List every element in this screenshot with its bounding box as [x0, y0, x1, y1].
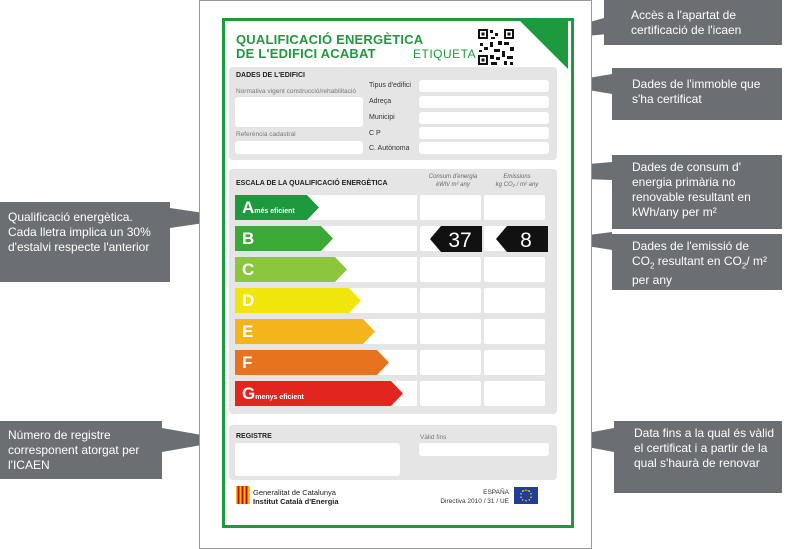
- grade-letter: E: [242, 322, 254, 341]
- consum-header-line1: Consum d'energia: [428, 174, 478, 180]
- emissions-value-tag: [496, 226, 548, 252]
- grade-label-d: [235, 288, 254, 314]
- consum-cell-d: [420, 288, 481, 313]
- field-label-tipus: Tipus d'edifici: [369, 82, 411, 89]
- consum-header-line2: kWh/ m² any: [436, 182, 470, 188]
- consum-cell-f: [420, 350, 481, 375]
- grade-arrow-shape-e: [235, 319, 375, 344]
- field-autonoma[interactable]: [419, 142, 549, 154]
- callout-registre: Número de registre corresponent atorgat per l'ICAEN: [0, 421, 162, 479]
- registre-field[interactable]: [235, 443, 400, 476]
- generalitat-text: [253, 488, 339, 506]
- consum-cell-c: [420, 257, 481, 282]
- emissio-text-3: 2: [650, 261, 655, 271]
- generalitat-line2: Institut Català d'Energia: [253, 497, 339, 506]
- generalitat-logo-icon: [236, 486, 250, 504]
- grade-label-e: [235, 319, 253, 345]
- emissions-header-line2: kg CO₂ / m² any: [495, 182, 539, 188]
- grade-letter: F: [242, 353, 253, 372]
- normativa-field[interactable]: [235, 97, 363, 127]
- field-label-autonoma: C. Autònoma: [369, 145, 410, 152]
- emissio-text-5: 2: [741, 261, 747, 271]
- grade-letter: C: [242, 260, 255, 279]
- callout-dades-emissio: [612, 234, 782, 290]
- grade-arrow-e: [235, 319, 375, 344]
- directiva-line: Directiva 2010 / 31 / UE: [440, 498, 509, 505]
- consum-value-tag: [430, 226, 482, 252]
- etiqueta-text: ETIQUETA: [413, 47, 477, 61]
- grade-arrow-shape-f: [235, 350, 389, 375]
- consum-cell-a: [420, 195, 481, 220]
- consum-cell-e: [420, 319, 481, 344]
- consum-column-header: [420, 173, 486, 189]
- field-label-cp: C P: [369, 130, 381, 137]
- normativa-label: Normativa vigent construcció/rehabilitació: [236, 88, 356, 95]
- grade-letter: G: [242, 384, 256, 403]
- callout-dades-consum: Dades de consum d' energia primària no renovable resultant en kWh/any per m²: [612, 155, 782, 229]
- emissio-text-4: resultant en CO: [654, 254, 742, 268]
- callout-dades-immoble: Dades de l'immoble que s'ha certificat: [612, 68, 782, 120]
- emissions-cell-f: [484, 350, 545, 375]
- escala-header: ESCALA DE LA QUALIFICACIÓ ENERGÈTICA: [236, 180, 388, 187]
- field-municipi[interactable]: [419, 112, 549, 124]
- espana-line: ESPAÑA: [483, 489, 509, 496]
- grade-label-g: [235, 381, 304, 411]
- field-tipus[interactable]: [419, 80, 549, 92]
- valid-fins-label: Vàlid fins: [420, 434, 447, 441]
- title-line2: DE L'EDIFICI ACABAT: [236, 46, 376, 61]
- grade-letter: A: [242, 198, 255, 217]
- field-cp[interactable]: [419, 127, 549, 139]
- grade-sub: més eficient: [254, 208, 295, 215]
- callout-qualificacio: Qualificació energètica. Cada lletra implica un 30% d'estalvi respecte l'anterior: [0, 202, 170, 282]
- consum-cell-g: [420, 381, 481, 406]
- label-title: [236, 33, 423, 61]
- callout-data-validesa: Data fins a la qual és vàlid el certificat i a partir de la qual s'haurà de renovar: [614, 421, 782, 493]
- grade-label-f: [235, 350, 252, 376]
- referencia-label: Referència cadastral: [236, 131, 296, 138]
- emissions-value: 8: [520, 229, 532, 252]
- grade-letter: B: [242, 229, 255, 248]
- emissions-cell-e: [484, 319, 545, 344]
- registre-header: REGISTRE: [236, 433, 272, 440]
- grade-letter: D: [242, 291, 255, 310]
- field-adreca[interactable]: [419, 96, 549, 108]
- emissions-column-header: [484, 173, 550, 189]
- emissio-text-7: per any: [632, 273, 673, 288]
- emissions-cell-d: [484, 288, 545, 313]
- grade-sub: menys eficient: [255, 394, 304, 401]
- emissio-text-2: CO: [632, 254, 650, 268]
- emissions-cell-g: [484, 381, 545, 406]
- field-label-adreca: Adreça: [369, 98, 392, 105]
- corner-triangle: [520, 21, 568, 69]
- emissio-text-6: / m²: [746, 254, 767, 268]
- grade-label-b: [235, 226, 254, 252]
- grade-label-a: [235, 195, 295, 225]
- emissions-header-line1: Emissions: [503, 174, 531, 180]
- callout-acces: Accès a l'apartat de certificació de l'icaen: [604, 0, 782, 45]
- referencia-field[interactable]: [235, 141, 363, 154]
- field-label-municipi: Municipi: [369, 114, 395, 121]
- emissio-text-1: Dades de l'emissió de: [632, 239, 750, 253]
- generalitat-line1: Generalitat de Catalunya: [253, 488, 336, 497]
- grade-arrow-f: [235, 350, 389, 375]
- consum-value: 37: [448, 229, 472, 252]
- dades-edifici-header: DADES DE L'EDIFICI: [236, 72, 305, 79]
- qr-code-icon[interactable]: [476, 27, 516, 67]
- emissions-cell-a: [484, 195, 545, 220]
- grade-label-c: [235, 257, 254, 283]
- espana-text: [420, 488, 509, 506]
- valid-fins-field[interactable]: [419, 443, 549, 456]
- eu-flag-icon: [514, 487, 538, 504]
- emissions-cell-c: [484, 257, 545, 282]
- title-line1: QUALIFICACIÓ ENERGÈTICA: [236, 32, 424, 47]
